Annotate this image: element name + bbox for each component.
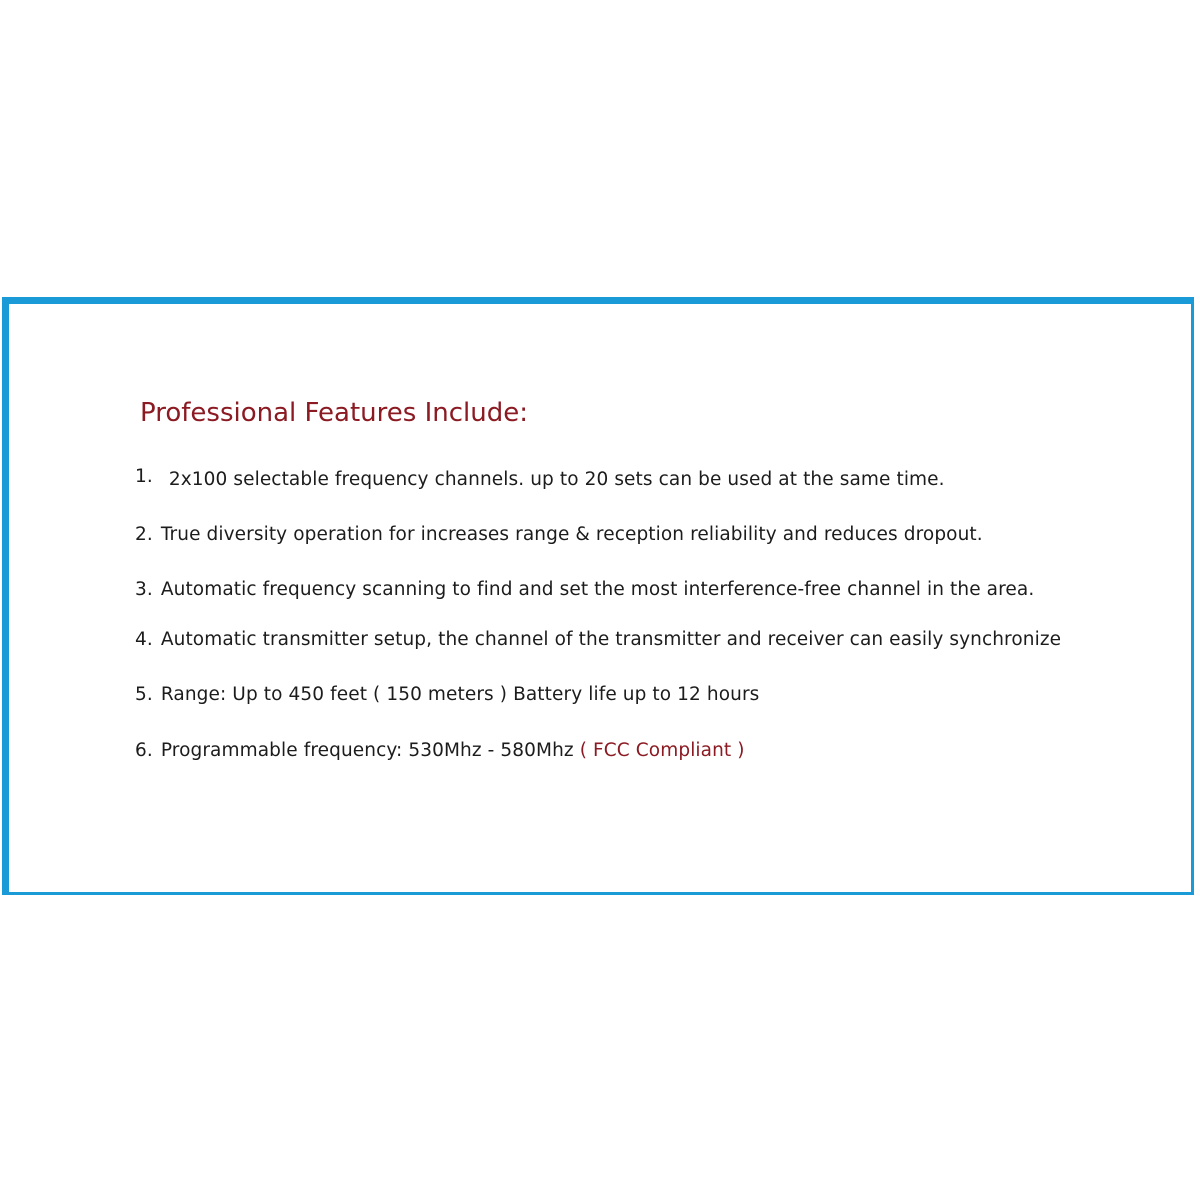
feature-text: Range: Up to 450 feet ( 150 meters ) Battery life up to 12 hours	[160, 684, 760, 705]
feature-text: Programmable frequency: 530Mhz - 580Mhz	[160, 740, 574, 761]
feature-number: 1.	[135, 466, 153, 487]
feature-text: True diversity operation for increases range & reception reliability and reduces dropout.	[160, 524, 983, 545]
feature-number: 2.	[135, 524, 153, 545]
feature-item-4	[135, 629, 1061, 650]
feature-text: Automatic transmitter setup, the channel of the transmitter and receiver can easily synchronize	[160, 629, 1062, 650]
features-title: Professional Features Include:	[140, 398, 528, 428]
feature-text: Automatic frequency scanning to find and set the most interference-free channel in the area.	[160, 579, 1035, 600]
feature-number: 4.	[135, 629, 153, 650]
feature-item-5	[135, 684, 759, 705]
feature-number: 5.	[135, 684, 153, 705]
feature-text: 2x100 selectable frequency channels. up to 20 sets can be used at the same time.	[168, 469, 945, 490]
feature-item-1	[135, 466, 945, 490]
feature-item-6	[135, 740, 745, 761]
feature-number: 6.	[135, 740, 153, 761]
feature-item-3	[135, 579, 1034, 600]
feature-number: 3.	[135, 579, 153, 600]
fcc-compliant-note: ( FCC Compliant )	[579, 740, 745, 761]
feature-item-2	[135, 524, 983, 545]
